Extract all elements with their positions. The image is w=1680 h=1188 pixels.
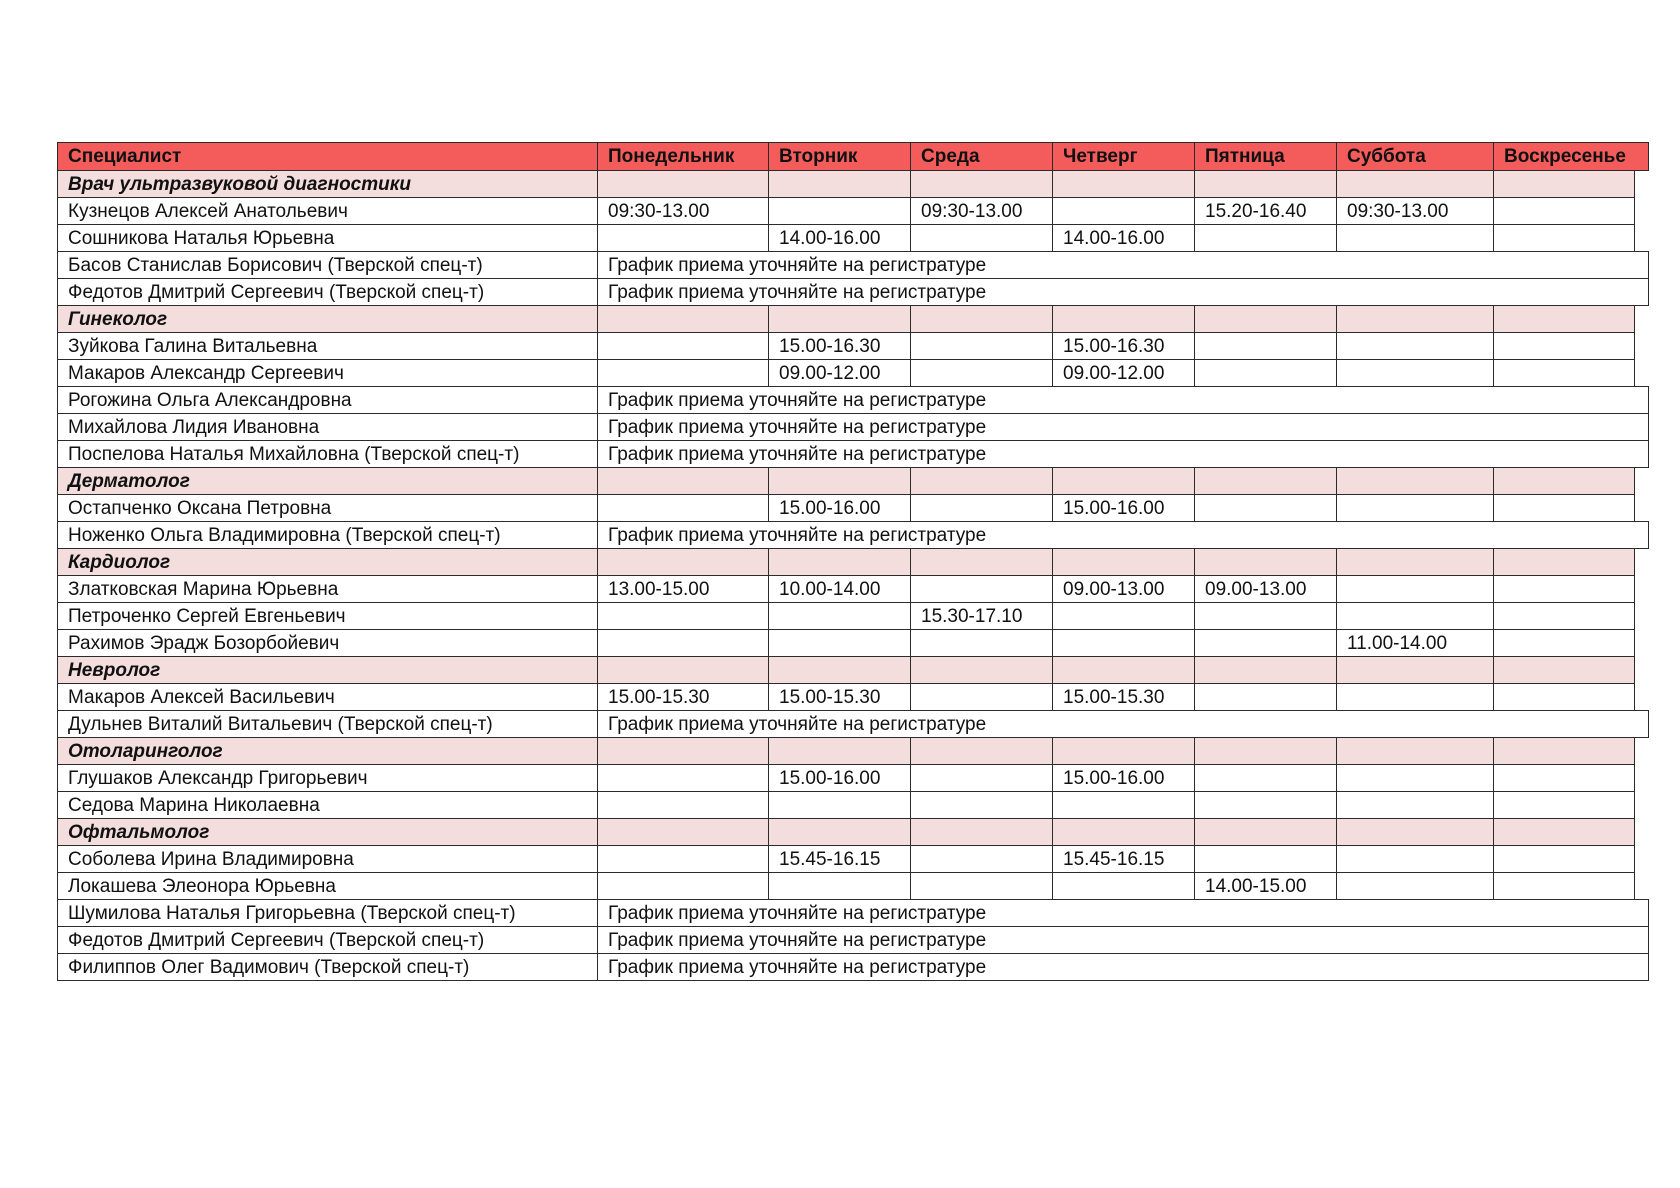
day-time-cell: 14.00-16.00 xyxy=(1053,225,1195,252)
table-row xyxy=(58,252,1649,279)
day-time-cell xyxy=(1195,360,1337,387)
header-monday: Понедельник xyxy=(598,143,769,171)
day-time-cell xyxy=(1195,846,1337,873)
day-time-cell xyxy=(598,225,769,252)
day-time-cell xyxy=(769,630,911,657)
category-day-cell xyxy=(1053,549,1195,576)
specialist-name: Сошникова Наталья Юрьевна xyxy=(58,225,598,252)
row-tail-spacer xyxy=(1635,603,1649,630)
day-time-cell xyxy=(1337,792,1494,819)
schedule-sheet xyxy=(57,142,1648,981)
day-time-cell xyxy=(911,576,1053,603)
doctor-schedule-table xyxy=(57,142,1649,981)
table-row xyxy=(58,387,1649,414)
row-tail-spacer xyxy=(1635,225,1649,252)
table-row xyxy=(58,873,1649,900)
day-time-cell xyxy=(769,198,911,225)
category-day-cell xyxy=(1494,468,1635,495)
specialist-name: Макаров Алексей Васильевич xyxy=(58,684,598,711)
category-day-cell xyxy=(598,549,769,576)
category-row xyxy=(58,171,1649,198)
row-tail-spacer xyxy=(1635,738,1649,765)
schedule-note: График приема уточняйте на регистратуре xyxy=(598,414,1649,441)
day-time-cell: 14.00-15.00 xyxy=(1195,873,1337,900)
day-time-cell: 15.00-16.00 xyxy=(1053,495,1195,522)
day-time-cell: 10.00-14.00 xyxy=(769,576,911,603)
specialist-name: Петроченко Сергей Евгеньевич xyxy=(58,603,598,630)
table-row xyxy=(58,711,1649,738)
table-row xyxy=(58,522,1649,549)
category-row xyxy=(58,819,1649,846)
category-day-cell xyxy=(1053,738,1195,765)
day-time-cell xyxy=(911,873,1053,900)
day-time-cell: 15.00-16.30 xyxy=(769,333,911,360)
day-time-cell xyxy=(1494,333,1635,360)
specialist-name: Шумилова Наталья Григорьевна (Тверской спец-т) xyxy=(58,900,598,927)
day-time-cell: 09:30-13.00 xyxy=(1337,198,1494,225)
day-time-cell xyxy=(1494,630,1635,657)
category-day-cell xyxy=(911,738,1053,765)
table-row xyxy=(58,279,1649,306)
day-time-cell: 09.00-13.00 xyxy=(1053,576,1195,603)
day-time-cell xyxy=(598,603,769,630)
table-row xyxy=(58,333,1649,360)
day-time-cell xyxy=(1053,603,1195,630)
category-day-cell xyxy=(769,738,911,765)
category-title: Дерматолог xyxy=(58,468,598,495)
row-tail-spacer xyxy=(1635,630,1649,657)
day-time-cell xyxy=(1195,495,1337,522)
category-row xyxy=(58,468,1649,495)
day-time-cell xyxy=(1195,603,1337,630)
day-time-cell xyxy=(1337,846,1494,873)
day-time-cell xyxy=(1195,792,1337,819)
category-day-cell xyxy=(911,468,1053,495)
day-time-cell: 09:30-13.00 xyxy=(911,198,1053,225)
table-row xyxy=(58,684,1649,711)
table-row xyxy=(58,576,1649,603)
day-time-cell xyxy=(1053,630,1195,657)
day-time-cell xyxy=(769,603,911,630)
specialist-name: Глушаков Александр Григорьевич xyxy=(58,765,598,792)
category-day-cell xyxy=(1494,738,1635,765)
category-day-cell xyxy=(911,657,1053,684)
day-time-cell xyxy=(1494,846,1635,873)
day-time-cell xyxy=(1053,198,1195,225)
day-time-cell: 15.45-16.15 xyxy=(769,846,911,873)
header-row xyxy=(58,143,1649,171)
row-tail-spacer xyxy=(1635,549,1649,576)
table-row xyxy=(58,765,1649,792)
day-time-cell xyxy=(598,873,769,900)
day-time-cell: 15.30-17.10 xyxy=(911,603,1053,630)
day-time-cell xyxy=(911,792,1053,819)
day-time-cell xyxy=(1337,360,1494,387)
specialist-name: Ноженко Ольга Владимировна (Тверской спец-т) xyxy=(58,522,598,549)
category-day-cell xyxy=(1195,819,1337,846)
category-day-cell xyxy=(1053,657,1195,684)
specialist-name: Поспелова Наталья Михайловна (Тверской спец-т) xyxy=(58,441,598,468)
category-day-cell xyxy=(1195,171,1337,198)
category-day-cell xyxy=(1053,171,1195,198)
day-time-cell xyxy=(1337,576,1494,603)
day-time-cell: 09.00-12.00 xyxy=(769,360,911,387)
row-tail-spacer xyxy=(1635,360,1649,387)
category-title: Врач ультразвуковой диагностики xyxy=(58,171,598,198)
category-day-cell xyxy=(769,819,911,846)
table-row xyxy=(58,603,1649,630)
day-time-cell xyxy=(1337,333,1494,360)
day-time-cell: 13.00-15.00 xyxy=(598,576,769,603)
category-day-cell xyxy=(1195,657,1337,684)
day-time-cell: 15.20-16.40 xyxy=(1195,198,1337,225)
day-time-cell xyxy=(1337,225,1494,252)
category-title: Невролог xyxy=(58,657,598,684)
day-time-cell xyxy=(911,684,1053,711)
day-time-cell xyxy=(1494,603,1635,630)
day-time-cell xyxy=(1337,765,1494,792)
row-tail-spacer xyxy=(1635,765,1649,792)
day-time-cell xyxy=(598,792,769,819)
specialist-name: Макаров Александр Сергеевич xyxy=(58,360,598,387)
day-time-cell: 15.00-16.00 xyxy=(1053,765,1195,792)
row-tail-spacer xyxy=(1635,819,1649,846)
header-friday: Пятница xyxy=(1195,143,1337,171)
specialist-name: Рогожина Ольга Александровна xyxy=(58,387,598,414)
day-time-cell: 15.45-16.15 xyxy=(1053,846,1195,873)
day-time-cell xyxy=(1494,360,1635,387)
schedule-note: График приема уточняйте на регистратуре xyxy=(598,387,1649,414)
day-time-cell: 09.00-13.00 xyxy=(1195,576,1337,603)
row-tail-spacer xyxy=(1635,576,1649,603)
day-time-cell xyxy=(769,792,911,819)
day-time-cell xyxy=(1494,792,1635,819)
specialist-name: Федотов Дмитрий Сергеевич (Тверской спец-т) xyxy=(58,279,598,306)
category-day-cell xyxy=(1494,549,1635,576)
category-day-cell xyxy=(1337,171,1494,198)
specialist-name: Златковская Марина Юрьевна xyxy=(58,576,598,603)
row-tail-spacer xyxy=(1635,846,1649,873)
day-time-cell: 15.00-15.30 xyxy=(598,684,769,711)
category-day-cell xyxy=(769,549,911,576)
day-time-cell xyxy=(1337,495,1494,522)
specialist-name: Михайлова Лидия Ивановна xyxy=(58,414,598,441)
category-day-cell xyxy=(598,171,769,198)
row-tail-spacer xyxy=(1635,873,1649,900)
row-tail-spacer xyxy=(1635,306,1649,333)
day-time-cell: 15.00-16.00 xyxy=(769,495,911,522)
day-time-cell xyxy=(1053,792,1195,819)
day-time-cell xyxy=(911,225,1053,252)
table-row xyxy=(58,225,1649,252)
category-day-cell xyxy=(1195,549,1337,576)
day-time-cell xyxy=(1195,684,1337,711)
row-tail-spacer xyxy=(1635,468,1649,495)
table-row xyxy=(58,846,1649,873)
specialist-name: Дульнев Виталий Витальевич (Тверской спец-т) xyxy=(58,711,598,738)
row-tail-spacer xyxy=(1635,495,1649,522)
row-tail-spacer xyxy=(1635,684,1649,711)
header-tuesday: Вторник xyxy=(769,143,911,171)
day-time-cell xyxy=(1195,765,1337,792)
table-row xyxy=(58,630,1649,657)
category-row xyxy=(58,657,1649,684)
day-time-cell: 15.00-15.30 xyxy=(769,684,911,711)
schedule-note: График приема уточняйте на регистратуре xyxy=(598,954,1649,981)
category-day-cell xyxy=(598,468,769,495)
schedule-note: График приема уточняйте на регистратуре xyxy=(598,711,1649,738)
day-time-cell xyxy=(1337,684,1494,711)
category-title: Гинеколог xyxy=(58,306,598,333)
row-tail-spacer xyxy=(1635,333,1649,360)
category-day-cell xyxy=(1337,738,1494,765)
day-time-cell xyxy=(769,873,911,900)
category-title: Кардиолог xyxy=(58,549,598,576)
day-time-cell: 15.00-16.30 xyxy=(1053,333,1195,360)
day-time-cell xyxy=(911,333,1053,360)
category-day-cell xyxy=(598,657,769,684)
category-day-cell xyxy=(1053,468,1195,495)
category-day-cell xyxy=(1337,468,1494,495)
category-day-cell xyxy=(911,306,1053,333)
table-header xyxy=(58,143,1649,171)
category-day-cell xyxy=(769,171,911,198)
day-time-cell xyxy=(1494,198,1635,225)
specialist-name: Остапченко Оксана Петровна xyxy=(58,495,598,522)
day-time-cell xyxy=(598,846,769,873)
category-day-cell xyxy=(1337,549,1494,576)
header-specialist: Специалист xyxy=(58,143,598,171)
row-tail-spacer xyxy=(1635,792,1649,819)
header-sunday: Воскресенье xyxy=(1494,143,1649,171)
specialist-name: Рахимов Эрадж Бозорбойевич xyxy=(58,630,598,657)
category-row xyxy=(58,738,1649,765)
day-time-cell xyxy=(911,630,1053,657)
day-time-cell xyxy=(1494,765,1635,792)
category-day-cell xyxy=(1494,819,1635,846)
schedule-note: График приема уточняйте на регистратуре xyxy=(598,927,1649,954)
table-row xyxy=(58,495,1649,522)
schedule-note: График приема уточняйте на регистратуре xyxy=(598,522,1649,549)
day-time-cell xyxy=(1053,873,1195,900)
table-row xyxy=(58,900,1649,927)
category-day-cell xyxy=(1337,819,1494,846)
category-day-cell xyxy=(1494,171,1635,198)
specialist-name: Федотов Дмитрий Сергеевич (Тверской спец-т) xyxy=(58,927,598,954)
row-tail-spacer xyxy=(1635,657,1649,684)
day-time-cell xyxy=(1195,225,1337,252)
table-row xyxy=(58,360,1649,387)
schedule-note: График приема уточняйте на регистратуре xyxy=(598,279,1649,306)
category-day-cell xyxy=(598,819,769,846)
specialist-name: Соболева Ирина Владимировна xyxy=(58,846,598,873)
table-row xyxy=(58,792,1649,819)
day-time-cell: 09:30-13.00 xyxy=(598,198,769,225)
day-time-cell: 15.00-15.30 xyxy=(1053,684,1195,711)
category-day-cell xyxy=(769,306,911,333)
specialist-name: Филиппов Олег Вадимович (Тверской спец-т) xyxy=(58,954,598,981)
category-day-cell xyxy=(1494,306,1635,333)
category-day-cell xyxy=(769,657,911,684)
header-saturday: Суббота xyxy=(1337,143,1494,171)
category-day-cell xyxy=(1337,306,1494,333)
category-row xyxy=(58,549,1649,576)
category-day-cell xyxy=(598,738,769,765)
specialist-name: Кузнецов Алексей Анатольевич xyxy=(58,198,598,225)
day-time-cell: 15.00-16.00 xyxy=(769,765,911,792)
day-time-cell xyxy=(911,360,1053,387)
table-row xyxy=(58,441,1649,468)
day-time-cell xyxy=(1494,576,1635,603)
category-day-cell xyxy=(911,549,1053,576)
category-title: Отоларинголог xyxy=(58,738,598,765)
day-time-cell xyxy=(911,495,1053,522)
category-day-cell xyxy=(911,819,1053,846)
table-row xyxy=(58,198,1649,225)
row-tail-spacer xyxy=(1635,171,1649,198)
category-title: Офтальмолог xyxy=(58,819,598,846)
day-time-cell xyxy=(598,360,769,387)
day-time-cell xyxy=(1494,873,1635,900)
day-time-cell xyxy=(598,333,769,360)
day-time-cell xyxy=(1337,603,1494,630)
day-time-cell xyxy=(1494,684,1635,711)
category-day-cell xyxy=(1337,657,1494,684)
day-time-cell xyxy=(598,495,769,522)
day-time-cell xyxy=(598,765,769,792)
schedule-note: График приема уточняйте на регистратуре xyxy=(598,441,1649,468)
category-day-cell xyxy=(1494,657,1635,684)
schedule-note: График приема уточняйте на регистратуре xyxy=(598,252,1649,279)
category-day-cell xyxy=(1195,306,1337,333)
category-day-cell xyxy=(769,468,911,495)
category-day-cell xyxy=(598,306,769,333)
specialist-name: Зуйкова Галина Витальевна xyxy=(58,333,598,360)
day-time-cell xyxy=(598,630,769,657)
specialist-name: Локашева Элеонора Юрьевна xyxy=(58,873,598,900)
table-row xyxy=(58,954,1649,981)
day-time-cell xyxy=(1337,873,1494,900)
category-day-cell xyxy=(1195,468,1337,495)
day-time-cell: 11.00-14.00 xyxy=(1337,630,1494,657)
day-time-cell xyxy=(1494,225,1635,252)
table-body xyxy=(58,171,1649,981)
category-day-cell xyxy=(1195,738,1337,765)
table-row xyxy=(58,927,1649,954)
row-tail-spacer xyxy=(1635,198,1649,225)
specialist-name: Седова Марина Николаевна xyxy=(58,792,598,819)
day-time-cell xyxy=(911,765,1053,792)
table-row xyxy=(58,414,1649,441)
category-day-cell xyxy=(911,171,1053,198)
day-time-cell xyxy=(1494,495,1635,522)
day-time-cell: 14.00-16.00 xyxy=(769,225,911,252)
schedule-note: График приема уточняйте на регистратуре xyxy=(598,900,1649,927)
category-row xyxy=(58,306,1649,333)
day-time-cell: 09.00-12.00 xyxy=(1053,360,1195,387)
category-day-cell xyxy=(1053,306,1195,333)
specialist-name: Басов Станислав Борисович (Тверской спец-т) xyxy=(58,252,598,279)
header-thursday: Четверг xyxy=(1053,143,1195,171)
header-wednesday: Среда xyxy=(911,143,1053,171)
day-time-cell xyxy=(911,846,1053,873)
day-time-cell xyxy=(1195,333,1337,360)
category-day-cell xyxy=(1053,819,1195,846)
day-time-cell xyxy=(1195,630,1337,657)
